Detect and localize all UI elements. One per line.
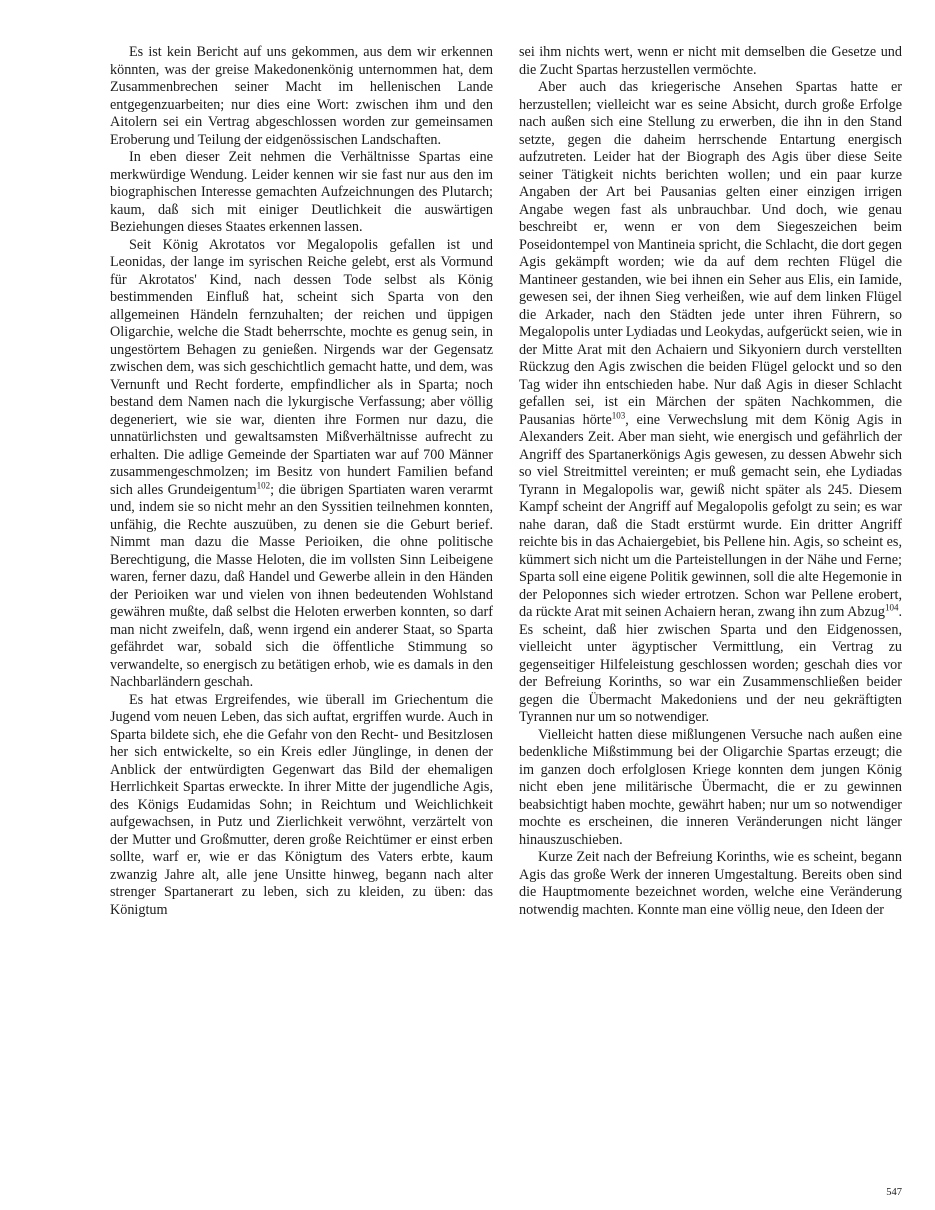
- paragraph: sei ihm nichts wert, wenn er nicht mit demselben die Gesetze und die Zucht Spartas herzustellen vermöchte.: [519, 44, 902, 78]
- page-number: 547: [886, 1187, 902, 1198]
- paragraph: Es hat etwas Ergreifendes, wie überall im Griechentum die Jugend vom neuen Leben, das sich auftat, ergriffen wurde. Auch in Sparta bildete sich, ehe die Gefahr von den Recht- und Besitzlosen her sich entwickelte, so ein Kreis edler Jünglinge, in denen der Anblick der entwürdigten Gegenwart das Bild der ehemaligen Herrlichkeit Spartas erweckte. In ihrer Mitte der jugendliche Agis, des Königs Eudamidas Sohn; in Reichtum und Weichlichkeit aufgewachsen, in Putz und Zierlichkeit verwöhnt, verzärtelt von der Mutter und Großmutter, deren große Reichtümer er einst erben sollte, warf er, wie er das Königtum des Vaters erbte, kaum zwanzig Jahre alt, alle jene Unsitte hinweg, begann nach alter strenger Spartanerart zu leben, sich zu kleiden, zu üben: das Königtum: [110, 691, 493, 918]
- footnote-reference: 102: [256, 479, 271, 490]
- left-column: [110, 44, 493, 919]
- text-columns: [110, 44, 902, 919]
- paragraph: In eben dieser Zeit nehmen die Verhältnisse Spartas eine merkwürdige Wendung. Leider kennen wir sie fast nur aus den im biographischen Interesse gemachten Aufzeichnungen des Plutarch; kaum, daß sich mit einiger Deutlichkeit die auswärtigen Beziehungen dieses Staates erkennen lassen.: [110, 149, 493, 235]
- footnote-reference: 104: [884, 602, 899, 613]
- paragraph: Vielleicht hatten diese mißlungenen Versuche nach außen eine bedenkliche Mißstimmung bei der Oligarchie Spartas erzeugt; die im ganzen doch erfolglosen Kriege konnten dem jungen König nicht eben jene militärische Übermacht, die er zu gewinnen beabsichtigt haben mochte, gewährt haben; nur um so notwendiger mochte es erscheinen, die inneren Veränderungen nicht länger hinauszuschieben.: [519, 726, 902, 848]
- footnote-reference: 103: [611, 409, 626, 420]
- paragraph: Seit König Akrotatos vor Megalopolis gefallen ist und Leonidas, der lange im syrischen Reiche gelebt, erst als Vormund für Akrotatos' Kind, nach dessen Tode selbst als König bestimmenden Einfluß hat, scheint sich Sparta von den allgemeinen Händeln fernzuhalten; der reichen und üppigen Oligarchie, welche die Stadt beherrschte, mochte es genug sein, in ungestörtem Behagen zu genießen. Nirgends war der Gegensatz zwischen dem, was sich geschichtlich gemacht hatte, und dem, was Vernunft und Recht forderte, empfindlicher als in Sparta; noch bestand dem Namen nach die lykurgische Verfassung; aber völlig degeneriert, wie sie war, dienten ihre Formen nur dazu, die unnatürlichsten und gewaltsamsten Mißverhältnisse aufrecht zu erhalten. Die adlige Gemeinde der Spartiaten war auf 700 Männer zusammengeschmolzen; im Besitz von hundert Familien befand sich alles Grundeigentum$^{102}$; die übrigen Spartiaten waren verarmt und, indem sie so nicht mehr an den Syssitien teilnehmen konnten, unfähig, die Rechte auszuüben, zu denen sie die Geburt berief. Nimmt man dazu die Masse Perioiken, die ohne politische Berechtigung, die Masse Heloten, die im vollsten Sinn Leibeigene waren, ferner dazu, daß Handel und Gewerbe allein in den Händen der Perioiken war und vielen von ihnen bedeutenden Wohlstand gewähren mußte, daß selbst die Heloten erwerben konnten, so darf man nicht zweifeln, daß, wenn irgend ein anderer Staat, so Sparta gefährdet war, sobald sich die öffentliche Stimmung so verwandelte, so energisch zu betätigen erhob, wie es damals in den Nachbarländern geschah.: [110, 236, 494, 690]
- right-column: [519, 44, 902, 919]
- paragraph: Es ist kein Bericht auf uns gekommen, aus dem wir erkennen könnten, was der greise Makedonenkönig unternommen hat, dem Zusammenbrechen seiner Macht im hellenischen Lande entgegenzuarbeiten; nur dies eine Wort: zwischen ihm und den Aitolern sei ein Vertrag abgeschlossen worden zur gemeinsamen Eroberung und Teilung der eidgenössischen Landschaften.: [110, 44, 493, 148]
- paragraph: Aber auch das kriegerische Ansehen Spartas hatte er herzustellen; vielleicht war es seine Absicht, durch große Erfolge nach außen sich eine Stellung zu erwerben, die ihn in den Stand setzte, gegen die daheim herrschende Entartung energisch aufzutreten. Leider hat der Biograph des Agis über diese Seite seiner Tätigkeit nichts berichten wollen; und ein paar kurze Angaben der Art bei Pausanias gelten einer einzigen irrigen Angabe wegen fast als unbrauchbar. Und doch, wie genau beschreibt er, wenn er von dem Siegeszeichen beim Poseidontempel von Mantineia spricht, die Schlacht, die dort gegen Agis gekämpft worden; wie da auf dem rechten Flügel die Mantineer gestanden, wie bei ihnen ein Seher aus Elis, ein Iamide, gewesen sei, der ihnen Sieg verheißen, wie auf dem linken Flügel die Arkader, nach den Städten jede unter ihren Führern, so Megalopolis unter Lydiadas und Leokydas, aufgerückt seien, wie in der Mitte Arat mit den Achaiern und Sikyoniern durch verstellten Rückzug den Agis zwischen die beiden Flügel gelockt und so den Tag wider ihn entschieden habe. Nur daß Agis in dieser Schlacht gefallen sei, ist ein Märchen der späten Nachkommen, die Pausanias hörte$^{103}$, eine Verwechslung mit dem König Agis in Alexanders Zeit. Aber man sieht, wie energisch und gefährlich der Angriff des Spartanerkönigs Agis gewesen, zu dessen Abwehr sich so viel Streitmittel vereinten; er muß gemacht sein, ehe Lydiadas Tyrann in Megalopolis war, gewiß nicht später als 245. Diesem Kampf scheint der Angriff auf Megalopolis gefolgt zu sein; es war nahe daran, daß die Stadt erstürmt wurde. Ein dritter Angriff reichte bis in das Achaiergebiet, bis Pellene hin. Agis, so scheint es, kümmert sich nicht um die Parteistellungen in der Nähe und Ferne; Sparta soll eine eigene Politik gewinnen, soll die alte Hegemonie in der Peloponnes sich wieder ertrotzen. Schon war Pellene erobert, da rückte Arat mit seinen Achaiern heran, zwang ihn zum Abzug$^{104}$. Es scheint, daß hier zwischen Sparta und den Eidgenossen, vielleicht unter ägyptischer Vermittlung, ein Vertrag zu gegenseitiger Hilfeleistung geschlossen worden; geschah dies vor der Befreiung Korinths, so war ein Zusammenschließen beider gegen die Übermacht Makedoniens und der neu gekräftigten Tyrannen nur um so notwendiger.: [519, 79, 903, 725]
- paragraph: Kurze Zeit nach der Befreiung Korinths, wie es scheint, begann Agis das große Werk der inneren Umgestaltung. Bereits oben sind die Hauptmomente bezeichnet worden, welche eine Veränderung notwendig machten. Konnte man eine völlig neue, den Ideen der: [519, 849, 902, 918]
